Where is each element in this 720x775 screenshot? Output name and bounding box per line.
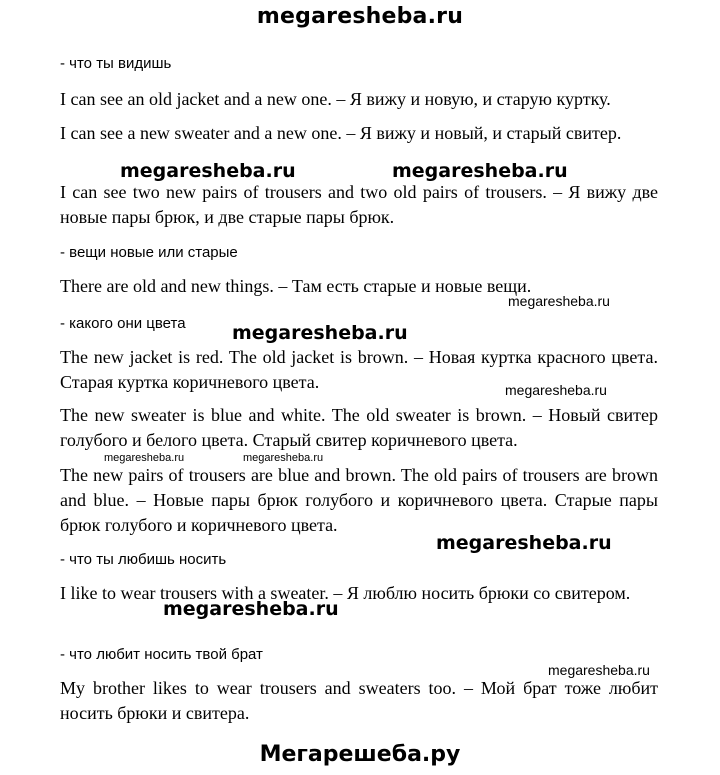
answer-paragraph: I can see a new sweater and a new one. – Я вижу и новый, и старый свитер. bbox=[60, 123, 622, 143]
answer-paragraph: I can see two new pairs of trousers and two old pairs of trousers. – Я вижу две новые пары брюк, и две старые пары брюк. bbox=[60, 182, 658, 227]
watermark: megaresheba.ru bbox=[243, 452, 324, 464]
question-new-or-old: - вещи новые или старые bbox=[60, 244, 238, 261]
answer-paragraph: The new sweater is blue and white. The old sweater is brown. – Новый свитер голубого и белого цвета. Старый свитер коричневого цвета. bbox=[60, 405, 658, 450]
answer-paragraph: I like to wear trousers with a sweater. – Я люблю носить брюки со свитером. bbox=[60, 583, 631, 603]
watermark: megaresheba.ru bbox=[392, 160, 568, 182]
watermark: megaresheba.ru bbox=[163, 598, 339, 620]
question-what-does-brother-like: - что любит носить твой брат bbox=[60, 646, 263, 663]
watermark: megaresheba.ru bbox=[104, 452, 185, 464]
answer-paragraph: My brother likes to wear trousers and sweaters too. – Мой брат тоже любит носить брюки и свитера. bbox=[60, 678, 658, 723]
watermark: megaresheba.ru bbox=[120, 160, 296, 182]
answer-paragraph: There are old and new things. – Там есть старые и новые вещи. bbox=[60, 276, 532, 296]
watermark: megaresheba.ru bbox=[436, 532, 612, 554]
site-footer: Мегарешеба.ру bbox=[259, 742, 461, 767]
watermark: megaresheba.ru bbox=[548, 662, 650, 678]
answer-paragraph: The new jacket is red. The old jacket is brown. – Новая куртка красного цвета. Старая куртка коричневого цвета. bbox=[60, 347, 658, 392]
question-what-do-you-see: - что ты видишь bbox=[60, 55, 172, 72]
answer-paragraph: I can see an old jacket and a new one. – Я вижу и новую, и старую куртку. bbox=[60, 89, 611, 109]
site-header: megaresheba.ru bbox=[256, 4, 464, 29]
question-what-do-you-like-to-wear: - что ты любишь носить bbox=[60, 551, 227, 568]
answer-paragraph: The new pairs of trousers are blue and brown. The old pairs of trousers are brown and blue. – Новые пары брюк голубого и коричневого цвета. Старые пары брюк голубого и коричневого цвета. bbox=[60, 465, 658, 535]
watermark: megaresheba.ru bbox=[508, 293, 610, 309]
question-what-color: - какого они цвета bbox=[60, 315, 186, 332]
watermark: megaresheba.ru bbox=[505, 382, 607, 398]
watermark: megaresheba.ru bbox=[232, 322, 408, 344]
